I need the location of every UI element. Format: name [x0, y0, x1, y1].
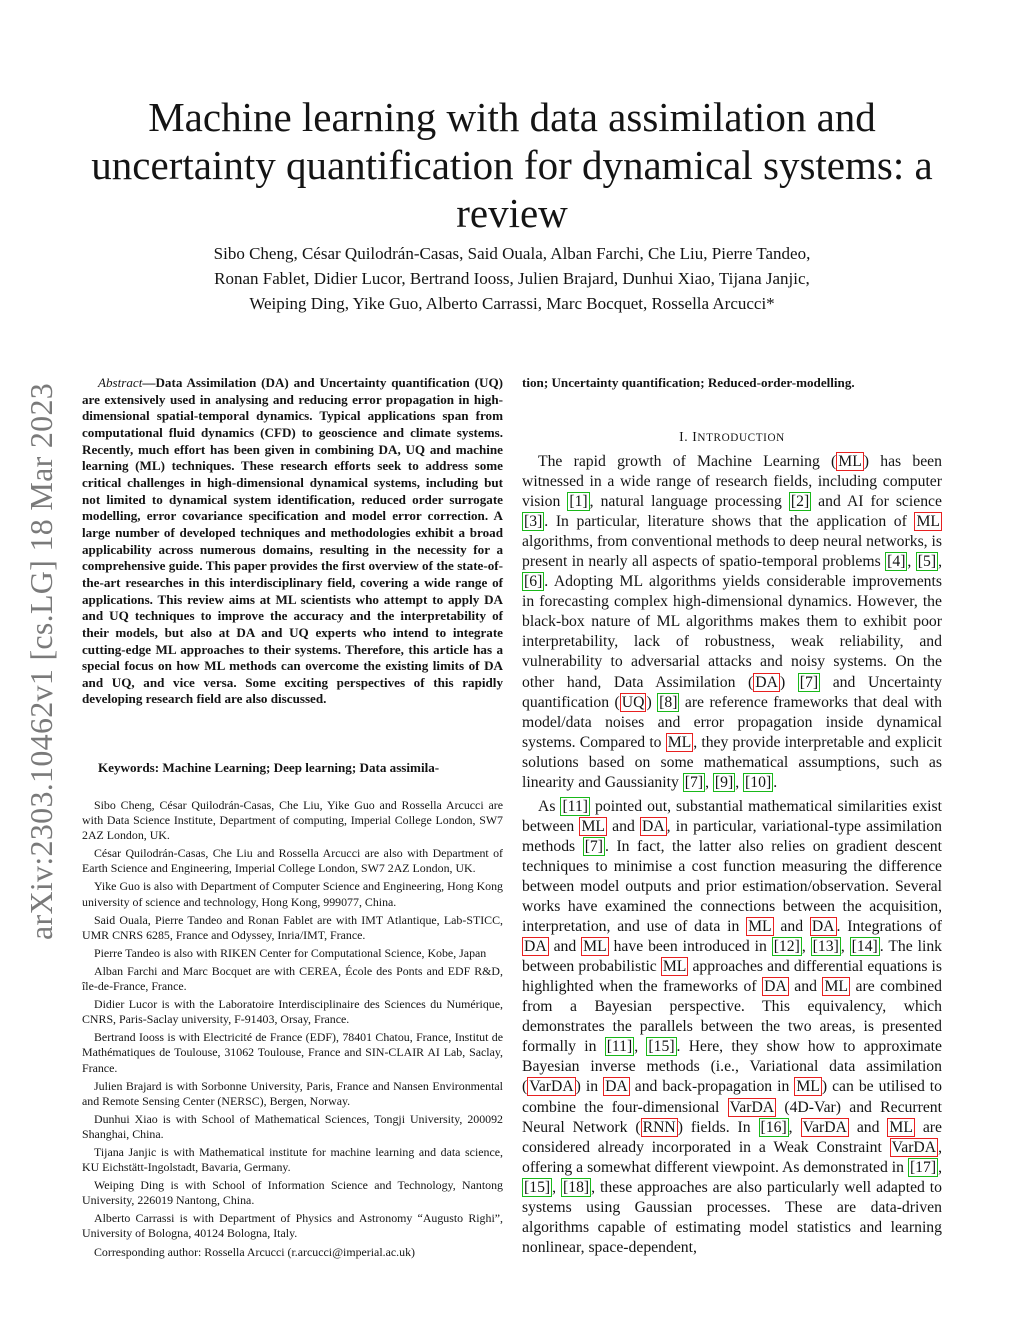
acronym-link[interactable]: ML [581, 817, 605, 835]
author-line: Ronan Fablet, Didier Lucor, Bertrand Iooss, Julien Brajard, Dunhui Xiao, Tijana Janjic, [214, 269, 810, 288]
acronym-link[interactable]: DA [605, 1078, 628, 1096]
acronym-link[interactable]: VarDA [891, 1138, 937, 1156]
acronym-link[interactable]: VarDA [802, 1118, 847, 1136]
author-line: Weiping Ding, Yike Guo, Alberto Carrassi, Marc Bocquet, Rossella Arcucci* [249, 294, 775, 313]
citation-link[interactable]: [18] [563, 1178, 590, 1196]
author-list [120, 241, 904, 316]
citation-link[interactable]: [7] [799, 673, 819, 691]
acronym-link[interactable]: ML [916, 513, 940, 531]
affiliation-note: Sibo Cheng, César Quilodrán-Casas, Che Liu, Yike Guo and Rossella Arcucci are with Data Science Institute, Department of computing, Imperial College London, SW7 2AZ London, UK. [82, 798, 503, 843]
acronym-link[interactable]: VarDA [529, 1078, 574, 1096]
affiliation-note: Dunhui Xiao is with School of Mathematical Sciences, Tongji University, 200092 Shanghai, China. [82, 1111, 503, 1141]
affiliation-note: Said Ouala, Pierre Tandeo and Ronan Fablet are with IMT Atlantique, Lab-STICC, UMR CNRS 6285, France and Odyssey, Inria/IMT, France. [82, 912, 503, 942]
citation-link[interactable]: [11] [562, 797, 589, 815]
citation-link[interactable]: [11] [606, 1038, 633, 1056]
introduction-body [522, 452, 942, 1262]
acronym-link[interactable]: ML [662, 958, 687, 976]
abstract-text: Data Assimilation (DA) and Uncertainty quantification (UQ) are extensively used in analysing and reducing error propagation in high-dimensional spatial-temporal dynamics. Typical applications span from computational fluid dynamics (CFD) to geoscience and climate systems. Recently, much effort has been given in combining DA, UQ and machine learning (ML) techniques. These research efforts seek to address some critical challenges in high-dimensional dynamical systems, including but not limited to dynamical system identification, reduced order surrogate modelling, error covariance specification and model error correction. A large number of developed techniques and methodologies exhibit a broad applicability across numerous domains, resulting in the necessity for a comprehensive guide. This paper provides the first overview of the state-of-the-art researches in this interdisciplinary field, covering a wide range of applications. This review aims at ML scientists who attempt to apply DA and UQ techniques to improve the accuracy and the interpretability of their models, but also at DA and UQ experts who intend to integrate cutting-edge ML approaches to their systems. Therefore, this article has a special focus on how ML methods can overcome the existing limits of DA and UQ, and vice versa. Some exciting perspectives of this rapidly developing research field are also discussed. [82, 375, 503, 707]
author-line: Sibo Cheng, César Quilodrán-Casas, Said Ouala, Alban Farchi, Che Liu, Pierre Tandeo, [213, 244, 811, 263]
affiliation-note: Weiping Ding is with School of Information Science and Technology, Nantong University, 226019 Nantong, China. [82, 1178, 503, 1208]
intro-paragraph-1: The rapid growth of Machine Learning ( ML ) has been witnessed in a wide range of research fields, including computer vision [1] , natural language processing [2] and AI for science [3] . In particular, literature shows that the application of ML algorithms, from conventional methods to deep neural networks, is present in nearly all aspects of spatio-temporal problems [4] , [5] , [6] . Adopting ML algorithms yields considerable improvements in forecasting complex high-dimensional dynamics. However, the black-box nature of ML algorithms makes them to exhibit poor interpretability, lack of robustness, weak reliability, and vulnerability to adversarial attacks and noisy systems. On the other hand, Data Assimilation ( DA ) [7] and Uncertainty quantification ( UQ ) [8] are reference frameworks that deal with model/data noises and error propagation inside dynamical systems. Compared to ML , they provide interpretable and explicit solutions based on some mathematical assumptions, such as linearity and Gaussianity [7] , [9] , [10] . [522, 453, 943, 791]
section-heading: I. INTRODUCTION [679, 429, 785, 444]
acronym-link[interactable]: UQ [621, 693, 645, 711]
affiliation-note: Alban Farchi and Marc Bocquet are with CEREA, École des Ponts and EDF R&D, île-de-France, France. [82, 963, 503, 994]
abstract-label: Abstract— [98, 375, 156, 390]
affiliation-note: Didier Lucor is with the Laboratoire Interdisciplinaire des Sciences du Numérique, CNRS, Paris-Saclay university, F-91403, Orsay, France. [82, 997, 503, 1027]
keywords-part2: tion; Uncertainty quantification; Reduced-order-modelling. [522, 375, 855, 390]
affiliation-note: César Quilodrán-Casas, Che Liu and Rossella Arcucci are also with Department of Earth Science and Engineering, Imperial College London, SW7 2AZ London, UK. [82, 846, 503, 876]
citation-link[interactable]: [10] [745, 773, 772, 791]
citation-link[interactable]: [8] [659, 693, 678, 711]
citation-link[interactable]: [7] [684, 773, 704, 791]
affiliation-note: Julien Brajard is with Sorbonne University, Paris, France and Nansen Environmental and Remote Sensing Center (NERSC), Bergen, Norway. [82, 1078, 503, 1108]
citation-link[interactable]: [15] [648, 1038, 675, 1056]
acronym-link[interactable]: ML [889, 1118, 913, 1136]
citation-link[interactable]: [13] [812, 938, 839, 956]
citation-link[interactable]: [9] [714, 773, 734, 791]
citation-link[interactable]: [3] [524, 513, 543, 531]
acronym-link[interactable]: DA [524, 938, 547, 956]
citation-link[interactable]: [4] [887, 553, 906, 571]
acronym-link[interactable]: ML [583, 938, 607, 956]
abstract [82, 375, 503, 708]
acronym-link[interactable]: ML [824, 978, 848, 996]
arxiv-stamp: arXiv:2303.10462v1 [cs.LG] 18 Mar 2023 [23, 382, 59, 940]
acronym-link[interactable]: DA [755, 673, 778, 691]
affiliation-note: Tijana Janjic is with Mathematical institute for machine learning and data science, KU Eichstätt-Ingolstadt, Bavaria, Germany. [82, 1144, 503, 1175]
citation-link[interactable]: [12] [773, 938, 800, 956]
affiliation-note: Corresponding author: Rossella Arcucci (r.arcucci@imperial.ac.uk) [94, 1244, 415, 1259]
paper-title: Machine learning with data assimilation and uncertainty quantification for dynamical systems: a review [91, 94, 933, 236]
acronym-link[interactable]: ML [748, 918, 772, 936]
affiliation-note: Alberto Carrassi is with Department of Physics and Astronomy “Augusto Righi”, University of Bologna, 40124 Bologna, Italy. [82, 1211, 503, 1241]
acronym-link[interactable]: DA [764, 978, 787, 996]
affiliation-note: Yike Guo is also with Department of Computer Science and Engineering, Hong Kong university of science and technology, Hong Kong, 999077, China. [82, 879, 503, 909]
citation-link[interactable]: [16] [760, 1118, 787, 1136]
affiliation-footnotes [82, 798, 503, 1263]
citation-link[interactable]: [2] [790, 493, 810, 511]
acronym-link[interactable]: DA [811, 918, 835, 936]
citation-link[interactable]: [15] [524, 1178, 551, 1196]
acronym-link[interactable]: ML [838, 453, 862, 470]
citation-link[interactable]: [17] [909, 1158, 937, 1176]
citation-link[interactable]: [14] [851, 938, 878, 956]
citation-link[interactable]: [5] [917, 553, 937, 571]
citation-link[interactable]: [6] [524, 573, 543, 591]
intro-paragraph-2: As [11] pointed out, substantial mathematical similarities exist between ML and DA , in particular, variational-type assimilation methods [7] . In fact, the latter also relies on gradient descent techniques to minimise a cost function measuring the difference between model outputs and prior estimation/observation. Several works have examined the connections between the acquisition, interpretation, and use of data in ML and DA . Integrations of DA and ML have been introduced in [12] , [13] , [14] . The link between probabilistic ML approaches and differential equations is highlighted when the frameworks of DA and ML are combined from a Bayesian perspective. This equivalency, which demonstrates the parallels between the two areas, is presented formally in [11] , [15] . Here, they show how to approximate Bayesian inverse methods (i.e., Variational data assimilation ( VarDA ) in DA and back-propagation in ML ) can be utilised to combine the four-dimensional VarDA (4D-Var) and Recurrent Neural Network ( RNN ) fields. In [16] , VarDA and ML are considered already incorporated in a Weak Constraint VarDA , offering a somewhat different viewpoint. As demonstrated in [17] , [15] , [18] , these approaches are also particularly well adapted to systems using Gaussian processes. These are data-driven algorithms capable of estimating model statistics and learning nonlinear, space-dependent, [522, 797, 943, 1256]
acronym-link[interactable]: ML [796, 1078, 820, 1096]
acronym-link[interactable]: DA [641, 817, 665, 835]
citation-link[interactable]: [1] [569, 493, 588, 511]
acronym-link[interactable]: VarDA [729, 1098, 775, 1116]
affiliation-note: Pierre Tandeo is also with RIKEN Center for Computational Science, Kobe, Japan [94, 945, 487, 960]
citation-link[interactable]: [7] [584, 837, 603, 855]
acronym-link[interactable]: ML [667, 733, 692, 751]
acronym-link[interactable]: RNN [642, 1118, 676, 1136]
affiliation-note: Bertrand Iooss is with Electricité de France (EDF), 78401 Chatou, France, Institut de Mathématiques de Toulouse, 31062 Toulouse, France and SIN-CLAIR AI Lab, Saclay, France. [82, 1030, 503, 1075]
keywords-part1: Keywords: Machine Learning; Deep learning; Data assimila- [98, 760, 440, 775]
